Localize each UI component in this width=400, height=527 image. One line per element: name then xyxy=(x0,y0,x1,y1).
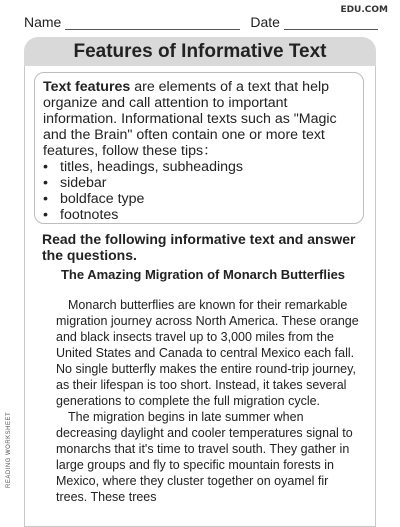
tip-item xyxy=(43,191,355,207)
intro-bold-term: Text features xyxy=(43,79,131,95)
tip-text: titles, headings, subheadings xyxy=(60,159,243,175)
side-label: READING WORKSHEET xyxy=(6,411,12,488)
intro-text: are elements of a text that help organize and call attention to important information. Informational texts such as "Magic and the Brain" often contain one or more text features, follow these tips： xyxy=(43,79,337,159)
passage-paragraph: The migration begins in late summer when decreasing daylight and cooler temperatures signal to monarchs that it's time to travel south. They gather in large groups and fly to specific mountain forests in Mexico, where they cluster together on oyamel fir trees. These trees xyxy=(56,410,353,504)
date-label: Date xyxy=(250,14,280,30)
intro-paragraph xyxy=(43,79,355,159)
bullet-icon: • xyxy=(43,207,48,223)
bullet-icon: • xyxy=(43,159,48,175)
tip-item xyxy=(43,159,355,175)
tips-box xyxy=(34,72,364,224)
tip-text: sidebar xyxy=(60,175,107,191)
passage-title: The Amazing Migration of Monarch Butterflies xyxy=(60,267,346,282)
tip-text: footnotes xyxy=(60,207,119,223)
instruction-text: Read the following informative text and answer the questions. xyxy=(42,231,356,263)
date-line[interactable] xyxy=(284,15,378,30)
tip-text: boldface type xyxy=(60,191,145,207)
worksheet-title: Features of Informative Text xyxy=(24,37,376,66)
tip-item xyxy=(43,207,355,223)
brand-logo: EDU.COM xyxy=(340,5,388,15)
bullet-icon: • xyxy=(43,175,48,191)
name-date-row xyxy=(24,14,378,30)
name-label: Name xyxy=(24,14,62,30)
name-line[interactable] xyxy=(65,15,240,30)
passage-paragraph: Monarch butterflies are known for their remarkable migration journey across North America. These orange and black insects travel up to 3,000 miles from the United States and Canada to central Mexico each fall. No single butterfly makes the entire round-trip journey, as their lifespan is too short. Instead, it takes several generations to complete the full migration cycle. xyxy=(56,298,359,408)
tip-item xyxy=(43,175,355,191)
passage-body xyxy=(56,297,362,505)
tips-list xyxy=(43,159,355,223)
bullet-icon: • xyxy=(43,191,48,207)
